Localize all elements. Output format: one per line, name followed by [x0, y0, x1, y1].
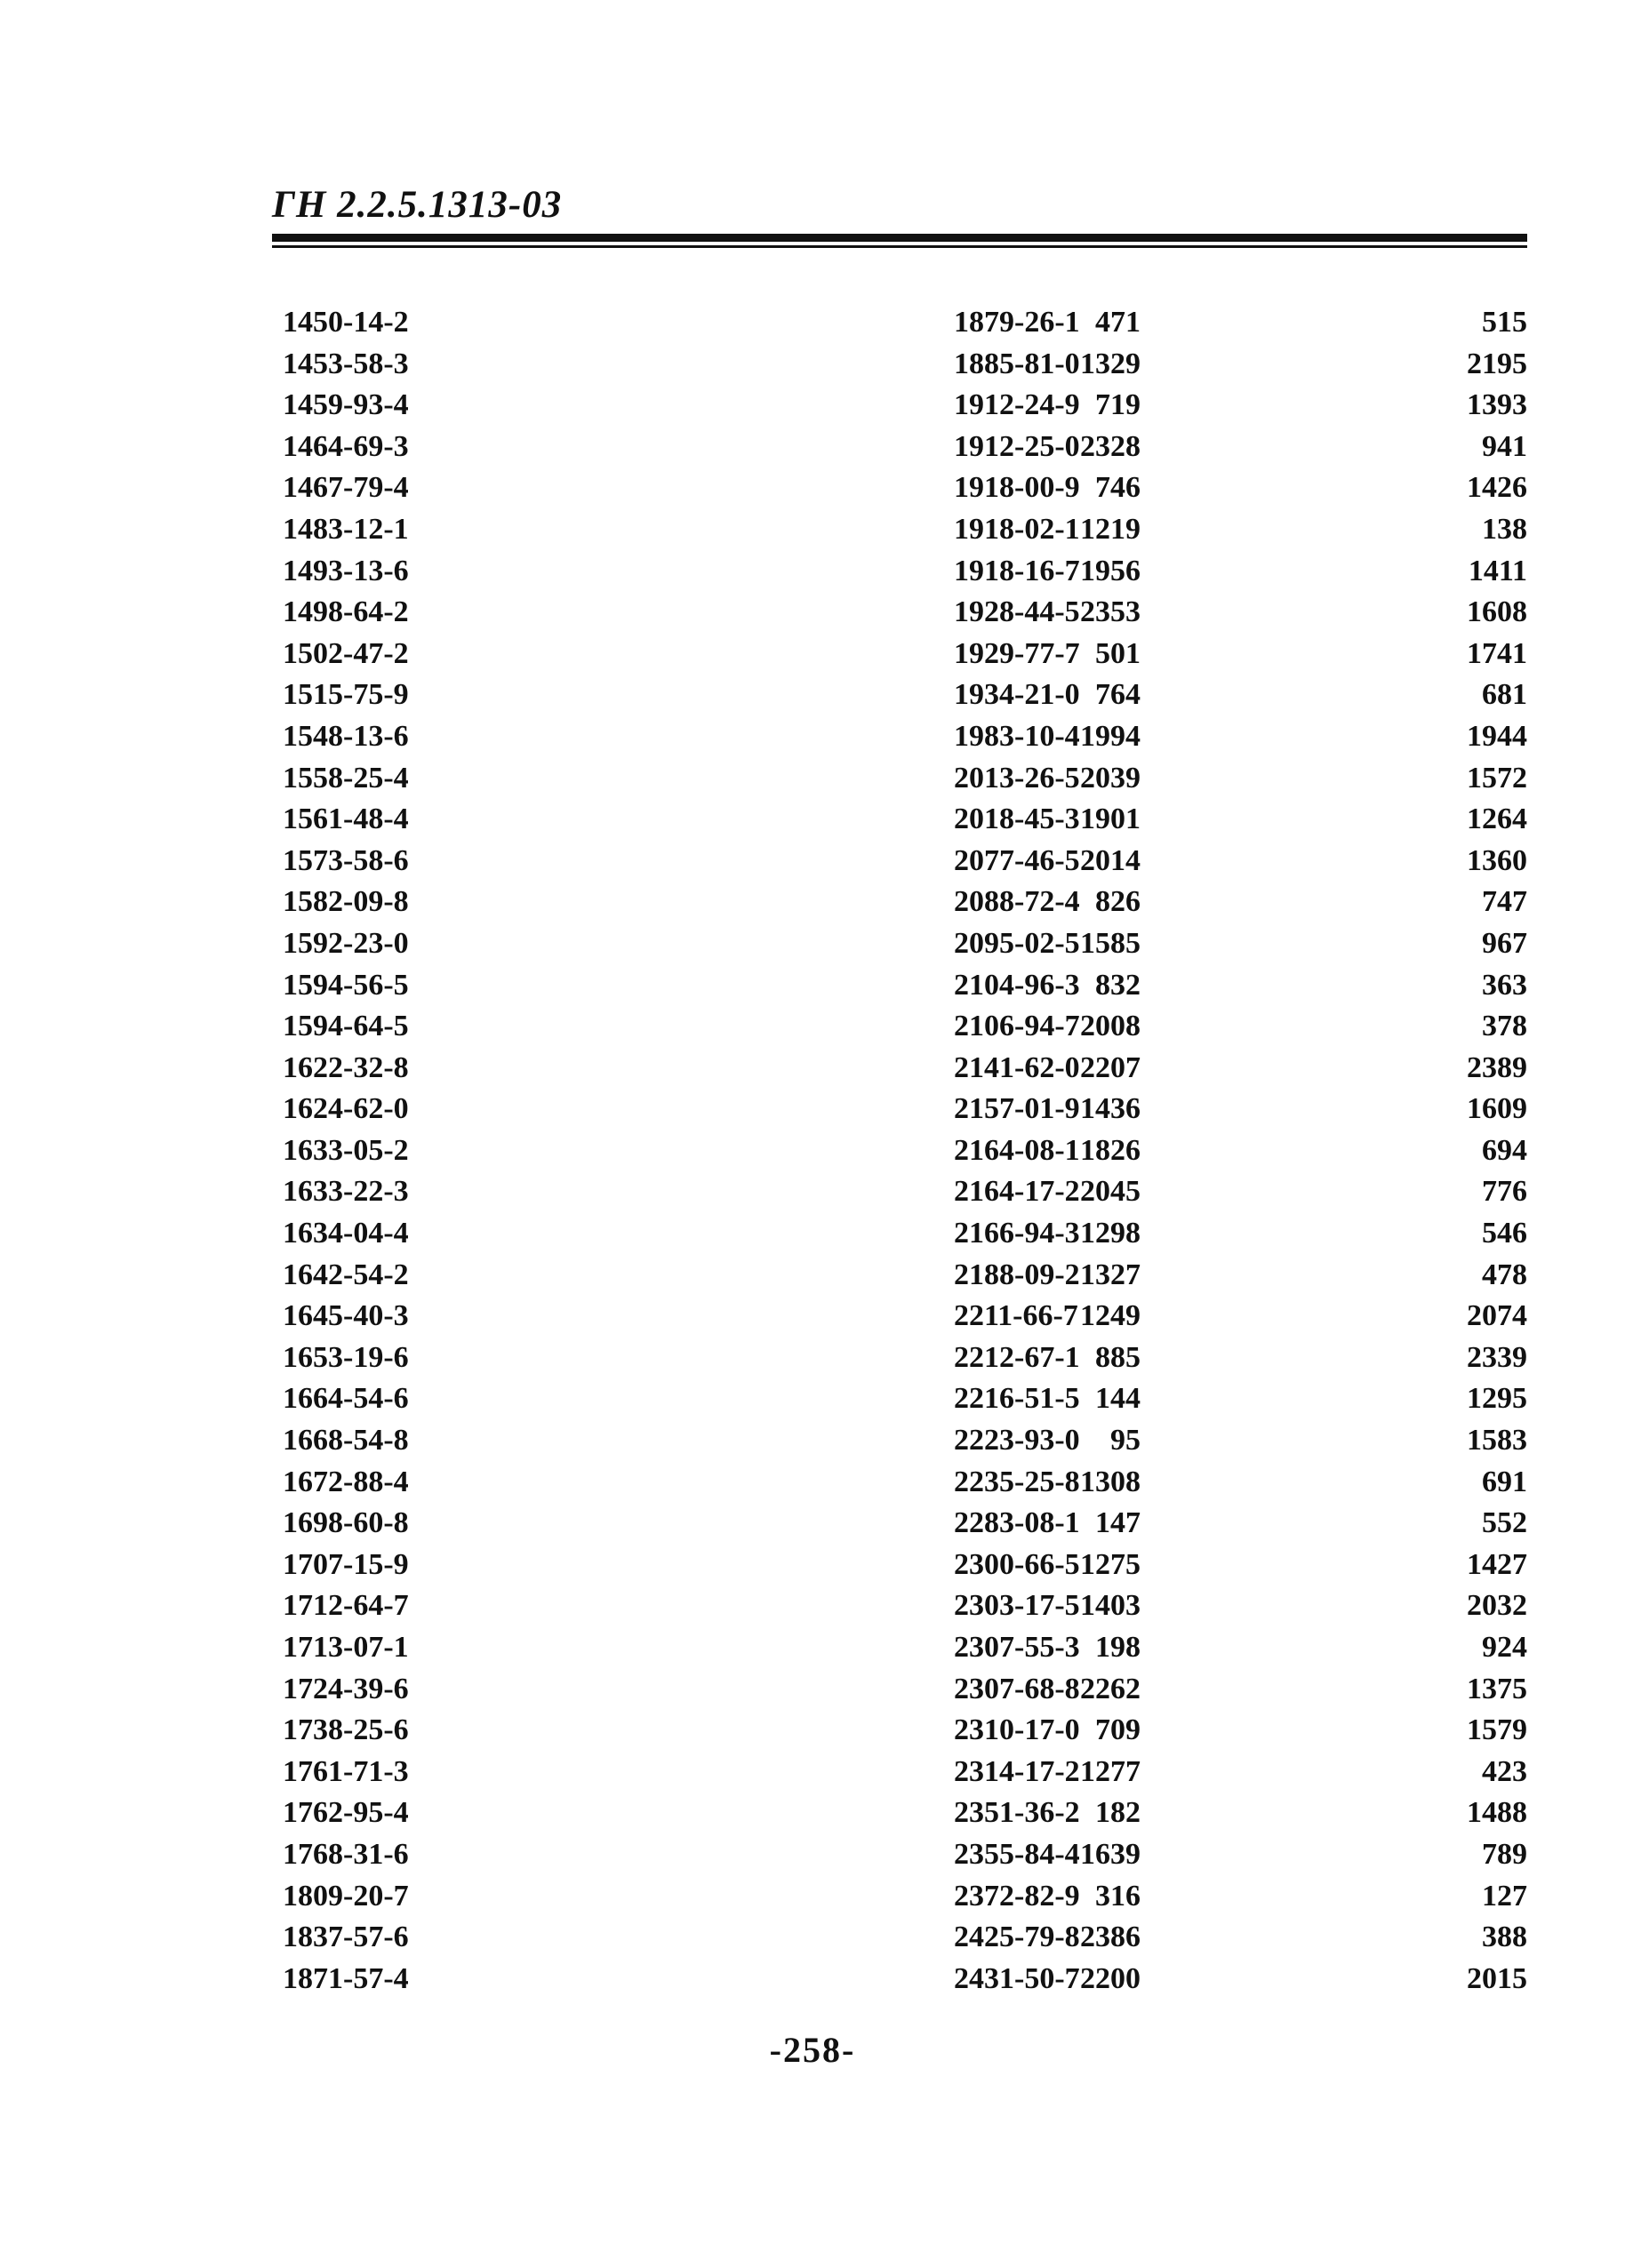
index-number-left: 1298 [1080, 1217, 1141, 1250]
cas-number-right: 2157-01-9 [954, 1092, 1080, 1126]
cas-number-right: 2166-94-3 [954, 1217, 1080, 1250]
table-row [283, 592, 1527, 634]
index-number-left: 1249 [1080, 1299, 1141, 1333]
cas-number-right: 2018-45-3 [954, 803, 1080, 836]
index-number-right: 2074 [1467, 1299, 1527, 1333]
index-number-left: 1639 [1080, 1837, 1141, 1871]
cas-number-left: 1634-04-4 [283, 1217, 409, 1250]
table-row [283, 1255, 1527, 1297]
index-number-left: 1585 [1080, 926, 1141, 960]
index-number-right: 388 [1482, 1921, 1527, 1954]
cas-number-left: 1573-58-6 [283, 843, 409, 877]
cas-number-right: 1929-77-7 [954, 636, 1080, 670]
cas-number-left: 1622-32-8 [283, 1050, 409, 1084]
cas-number-right: 1983-10-4 [954, 719, 1080, 753]
table-row [283, 634, 1527, 675]
index-number-right: 1944 [1467, 719, 1527, 753]
cas-number-left: 1712-64-7 [283, 1589, 409, 1623]
index-number-right: 1488 [1467, 1796, 1527, 1830]
index-number-left: 2045 [1080, 1175, 1141, 1209]
cas-number-right: 2310-17-0 [954, 1713, 1080, 1747]
cas-number-right: 2372-82-9 [954, 1879, 1080, 1913]
cas-number-right: 2216-51-5 [954, 1382, 1080, 1416]
table-row [283, 1627, 1527, 1669]
index-number-right: 924 [1482, 1631, 1527, 1664]
table-row [283, 1834, 1527, 1876]
index-number-left: 2353 [1080, 595, 1141, 629]
index-number-right: 747 [1482, 885, 1527, 919]
cas-number-left: 1450-14-2 [283, 306, 409, 339]
cas-number-left: 1668-54-8 [283, 1424, 409, 1457]
page-header [272, 182, 1527, 248]
cas-number-left: 1582-09-8 [283, 885, 409, 919]
cas-number-left: 1483-12-1 [283, 512, 409, 546]
cas-number-right: 2355-84-4 [954, 1837, 1080, 1871]
cas-number-left: 1642-54-2 [283, 1258, 409, 1291]
index-number-left: 1436 [1080, 1092, 1141, 1126]
index-number-right: 2015 [1467, 1961, 1527, 1995]
cas-number-left: 1558-25-4 [283, 761, 409, 795]
header-rule-thin [272, 245, 1527, 248]
cas-number-left: 1624-62-0 [283, 1092, 409, 1126]
index-number-left: 826 [1095, 885, 1141, 919]
index-number-left: 2207 [1080, 1050, 1141, 1084]
cas-number-right: 1918-02-1 [954, 512, 1080, 546]
index-number-left: 746 [1095, 471, 1141, 505]
page-number: -258- [769, 2030, 856, 2070]
index-number-right: 1609 [1467, 1092, 1527, 1126]
table-row [283, 1752, 1527, 1793]
index-number-left: 316 [1095, 1879, 1141, 1913]
cas-number-left: 1633-22-3 [283, 1175, 409, 1209]
cas-number-right: 2314-17-2 [954, 1754, 1080, 1788]
index-number-right: 1375 [1467, 1672, 1527, 1705]
index-number-left: 2014 [1080, 843, 1141, 877]
index-number-right: 1579 [1467, 1713, 1527, 1747]
index-number-left: 1403 [1080, 1589, 1141, 1623]
index-number-right: 1411 [1468, 554, 1527, 587]
cas-number-right: 2431-50-7 [954, 1961, 1080, 1995]
table-row [283, 1545, 1527, 1586]
table-row [283, 1006, 1527, 1048]
table-row [283, 1669, 1527, 1711]
index-number-right: 1264 [1467, 803, 1527, 836]
index-number-right: 423 [1482, 1754, 1527, 1788]
index-number-left: 719 [1095, 388, 1141, 422]
table-row [283, 1338, 1527, 1379]
index-number-left: 709 [1095, 1713, 1141, 1747]
index-number-right: 546 [1482, 1217, 1527, 1250]
index-number-left: 1327 [1080, 1258, 1141, 1291]
index-number-right: 1360 [1467, 843, 1527, 877]
cas-number-right: 2307-68-8 [954, 1672, 1080, 1705]
table-row [283, 882, 1527, 923]
table-row [283, 1296, 1527, 1338]
cas-index-table [283, 302, 1527, 2000]
index-number-left: 182 [1095, 1796, 1141, 1830]
cas-number-left: 1493-13-6 [283, 554, 409, 587]
cas-number-left: 1467-79-4 [283, 471, 409, 505]
table-row [283, 1171, 1527, 1213]
index-number-left: 885 [1095, 1340, 1141, 1374]
cas-number-right: 2307-55-3 [954, 1631, 1080, 1664]
cas-number-left: 1459-93-4 [283, 388, 409, 422]
table-row [283, 965, 1527, 1007]
cas-number-right: 1879-26-1 [954, 306, 1080, 339]
cas-number-left: 1809-20-7 [283, 1879, 409, 1913]
table-row [283, 1917, 1527, 1959]
document-code: ГН 2.2.5.1313-03 [272, 184, 563, 226]
cas-number-left: 1502-47-2 [283, 636, 409, 670]
index-number-left: 1956 [1080, 554, 1141, 587]
index-number-left: 2200 [1080, 1961, 1141, 1995]
cas-number-left: 1698-60-8 [283, 1506, 409, 1540]
index-number-right: 1741 [1467, 636, 1527, 670]
cas-number-left: 1645-40-3 [283, 1299, 409, 1333]
cas-number-left: 1515-75-9 [283, 678, 409, 712]
index-number-right: 1583 [1467, 1424, 1527, 1457]
table-row [283, 509, 1527, 551]
index-number-left: 2008 [1080, 1010, 1141, 1043]
cas-number-right: 2164-08-1 [954, 1133, 1080, 1167]
cas-number-right: 2283-08-1 [954, 1506, 1080, 1540]
cas-number-right: 1918-00-9 [954, 471, 1080, 505]
index-number-left: 1275 [1080, 1547, 1141, 1581]
index-number-right: 1608 [1467, 595, 1527, 629]
table-row [283, 1585, 1527, 1627]
cas-number-right: 2164-17-2 [954, 1175, 1080, 1209]
cas-number-left: 1672-88-4 [283, 1465, 409, 1498]
index-number-left: 1901 [1080, 803, 1141, 836]
table-row [283, 427, 1527, 468]
cas-number-left: 1594-56-5 [283, 968, 409, 1002]
cas-number-left: 1594-64-5 [283, 1010, 409, 1043]
cas-number-right: 1934-21-0 [954, 678, 1080, 712]
cas-number-right: 1885-81-0 [954, 347, 1080, 380]
cas-number-right: 2077-46-5 [954, 843, 1080, 877]
index-number-left: 2386 [1080, 1921, 1141, 1954]
index-number-right: 127 [1482, 1879, 1527, 1913]
cas-number-left: 1738-25-6 [283, 1713, 409, 1747]
cas-number-left: 1724-39-6 [283, 1672, 409, 1705]
index-number-left: 1219 [1080, 512, 1141, 546]
cas-number-right: 2088-72-4 [954, 885, 1080, 919]
index-number-right: 776 [1482, 1175, 1527, 1209]
cas-number-right: 2351-36-2 [954, 1796, 1080, 1830]
index-number-right: 2339 [1467, 1340, 1527, 1374]
cas-number-right: 2300-66-5 [954, 1547, 1080, 1581]
cas-number-right: 1918-16-7 [954, 554, 1080, 587]
table-row [283, 385, 1527, 427]
index-number-right: 515 [1482, 306, 1527, 339]
index-number-right: 1427 [1467, 1547, 1527, 1581]
cas-number-right: 2235-25-8 [954, 1465, 1080, 1498]
cas-number-right: 2211-66-7 [954, 1299, 1078, 1333]
cas-number-right: 1928-44-5 [954, 595, 1080, 629]
cas-number-right: 2223-93-0 [954, 1424, 1080, 1457]
table-row [283, 923, 1527, 965]
cas-number-left: 1761-71-3 [283, 1754, 409, 1788]
index-number-left: 95 [1110, 1424, 1141, 1457]
cas-number-left: 1707-15-9 [283, 1547, 409, 1581]
table-row [283, 1462, 1527, 1504]
index-number-right: 2195 [1467, 347, 1527, 380]
index-number-right: 967 [1482, 926, 1527, 960]
table-row [283, 551, 1527, 593]
table-row [283, 716, 1527, 758]
cas-number-right: 1912-24-9 [954, 388, 1080, 422]
index-number-right: 363 [1482, 968, 1527, 1002]
cas-number-left: 1664-54-6 [283, 1382, 409, 1416]
cas-number-left: 1633-05-2 [283, 1133, 409, 1167]
table-row [283, 675, 1527, 716]
table-row [283, 1130, 1527, 1172]
index-number-left: 1329 [1080, 347, 1141, 380]
index-number-right: 552 [1482, 1506, 1527, 1540]
table-row [283, 302, 1527, 344]
table-row [283, 1048, 1527, 1090]
table-row [283, 1420, 1527, 1462]
index-number-right: 1295 [1467, 1382, 1527, 1416]
cas-number-right: 2303-17-5 [954, 1589, 1080, 1623]
index-number-right: 378 [1482, 1010, 1527, 1043]
index-number-right: 941 [1482, 429, 1527, 463]
table-row [283, 1378, 1527, 1420]
cas-number-right: 1912-25-0 [954, 429, 1080, 463]
index-number-right: 478 [1482, 1258, 1527, 1291]
table-row [283, 758, 1527, 800]
cas-number-right: 2095-02-5 [954, 926, 1080, 960]
index-number-right: 2389 [1467, 1050, 1527, 1084]
cas-number-right: 2425-79-8 [954, 1921, 1080, 1954]
table-row [283, 1876, 1527, 1918]
table-row [283, 1959, 1527, 2000]
index-number-left: 501 [1095, 636, 1141, 670]
index-number-left: 147 [1095, 1506, 1141, 1540]
index-number-left: 832 [1095, 968, 1141, 1002]
index-number-left: 1994 [1080, 719, 1141, 753]
index-number-left: 198 [1095, 1631, 1141, 1664]
cas-number-left: 1498-64-2 [283, 595, 409, 629]
cas-number-left: 1453-58-3 [283, 347, 409, 380]
index-number-right: 138 [1482, 512, 1527, 546]
table-row [283, 1503, 1527, 1545]
table-row [283, 1089, 1527, 1130]
cas-number-right: 2104-96-3 [954, 968, 1080, 1002]
index-number-left: 1308 [1080, 1465, 1141, 1498]
index-number-left: 144 [1095, 1382, 1141, 1416]
table-row [283, 1213, 1527, 1255]
cas-number-left: 1837-57-6 [283, 1921, 409, 1954]
table-row [283, 467, 1527, 509]
cas-number-right: 2212-67-1 [954, 1340, 1080, 1374]
index-number-left: 1277 [1080, 1754, 1141, 1788]
table-row [283, 841, 1527, 882]
index-number-right: 681 [1482, 678, 1527, 712]
cas-number-left: 1768-31-6 [283, 1837, 409, 1871]
cas-number-left: 1548-13-6 [283, 719, 409, 753]
index-number-right: 1393 [1467, 388, 1527, 422]
table-row [283, 1793, 1527, 1834]
cas-number-right: 2106-94-7 [954, 1010, 1080, 1043]
index-number-right: 691 [1482, 1465, 1527, 1498]
index-number-left: 764 [1095, 678, 1141, 712]
index-number-left: 2262 [1080, 1672, 1141, 1705]
cas-number-left: 1592-23-0 [283, 926, 409, 960]
table-row [283, 344, 1527, 386]
cas-number-left: 1464-69-3 [283, 429, 409, 463]
index-number-right: 1426 [1467, 471, 1527, 505]
cas-number-right: 2188-09-2 [954, 1258, 1080, 1291]
index-number-right: 2032 [1467, 1589, 1527, 1623]
table-row [283, 1710, 1527, 1752]
cas-number-right: 2013-26-5 [954, 761, 1080, 795]
cas-number-left: 1561-48-4 [283, 803, 409, 836]
cas-number-left: 1713-07-1 [283, 1631, 409, 1664]
index-number-right: 1572 [1467, 761, 1527, 795]
index-number-left: 1826 [1080, 1133, 1141, 1167]
index-number-left: 2039 [1080, 761, 1141, 795]
cas-number-right: 2141-62-0 [954, 1050, 1080, 1084]
cas-number-left: 1653-19-6 [283, 1340, 409, 1374]
index-number-left: 471 [1095, 306, 1141, 339]
table-row [283, 799, 1527, 841]
cas-number-left: 1871-57-4 [283, 1961, 409, 1995]
index-number-right: 694 [1482, 1133, 1527, 1167]
index-number-left: 2328 [1080, 429, 1141, 463]
cas-number-left: 1762-95-4 [283, 1796, 409, 1830]
index-number-right: 789 [1482, 1837, 1527, 1871]
header-rule-thick [272, 234, 1527, 242]
